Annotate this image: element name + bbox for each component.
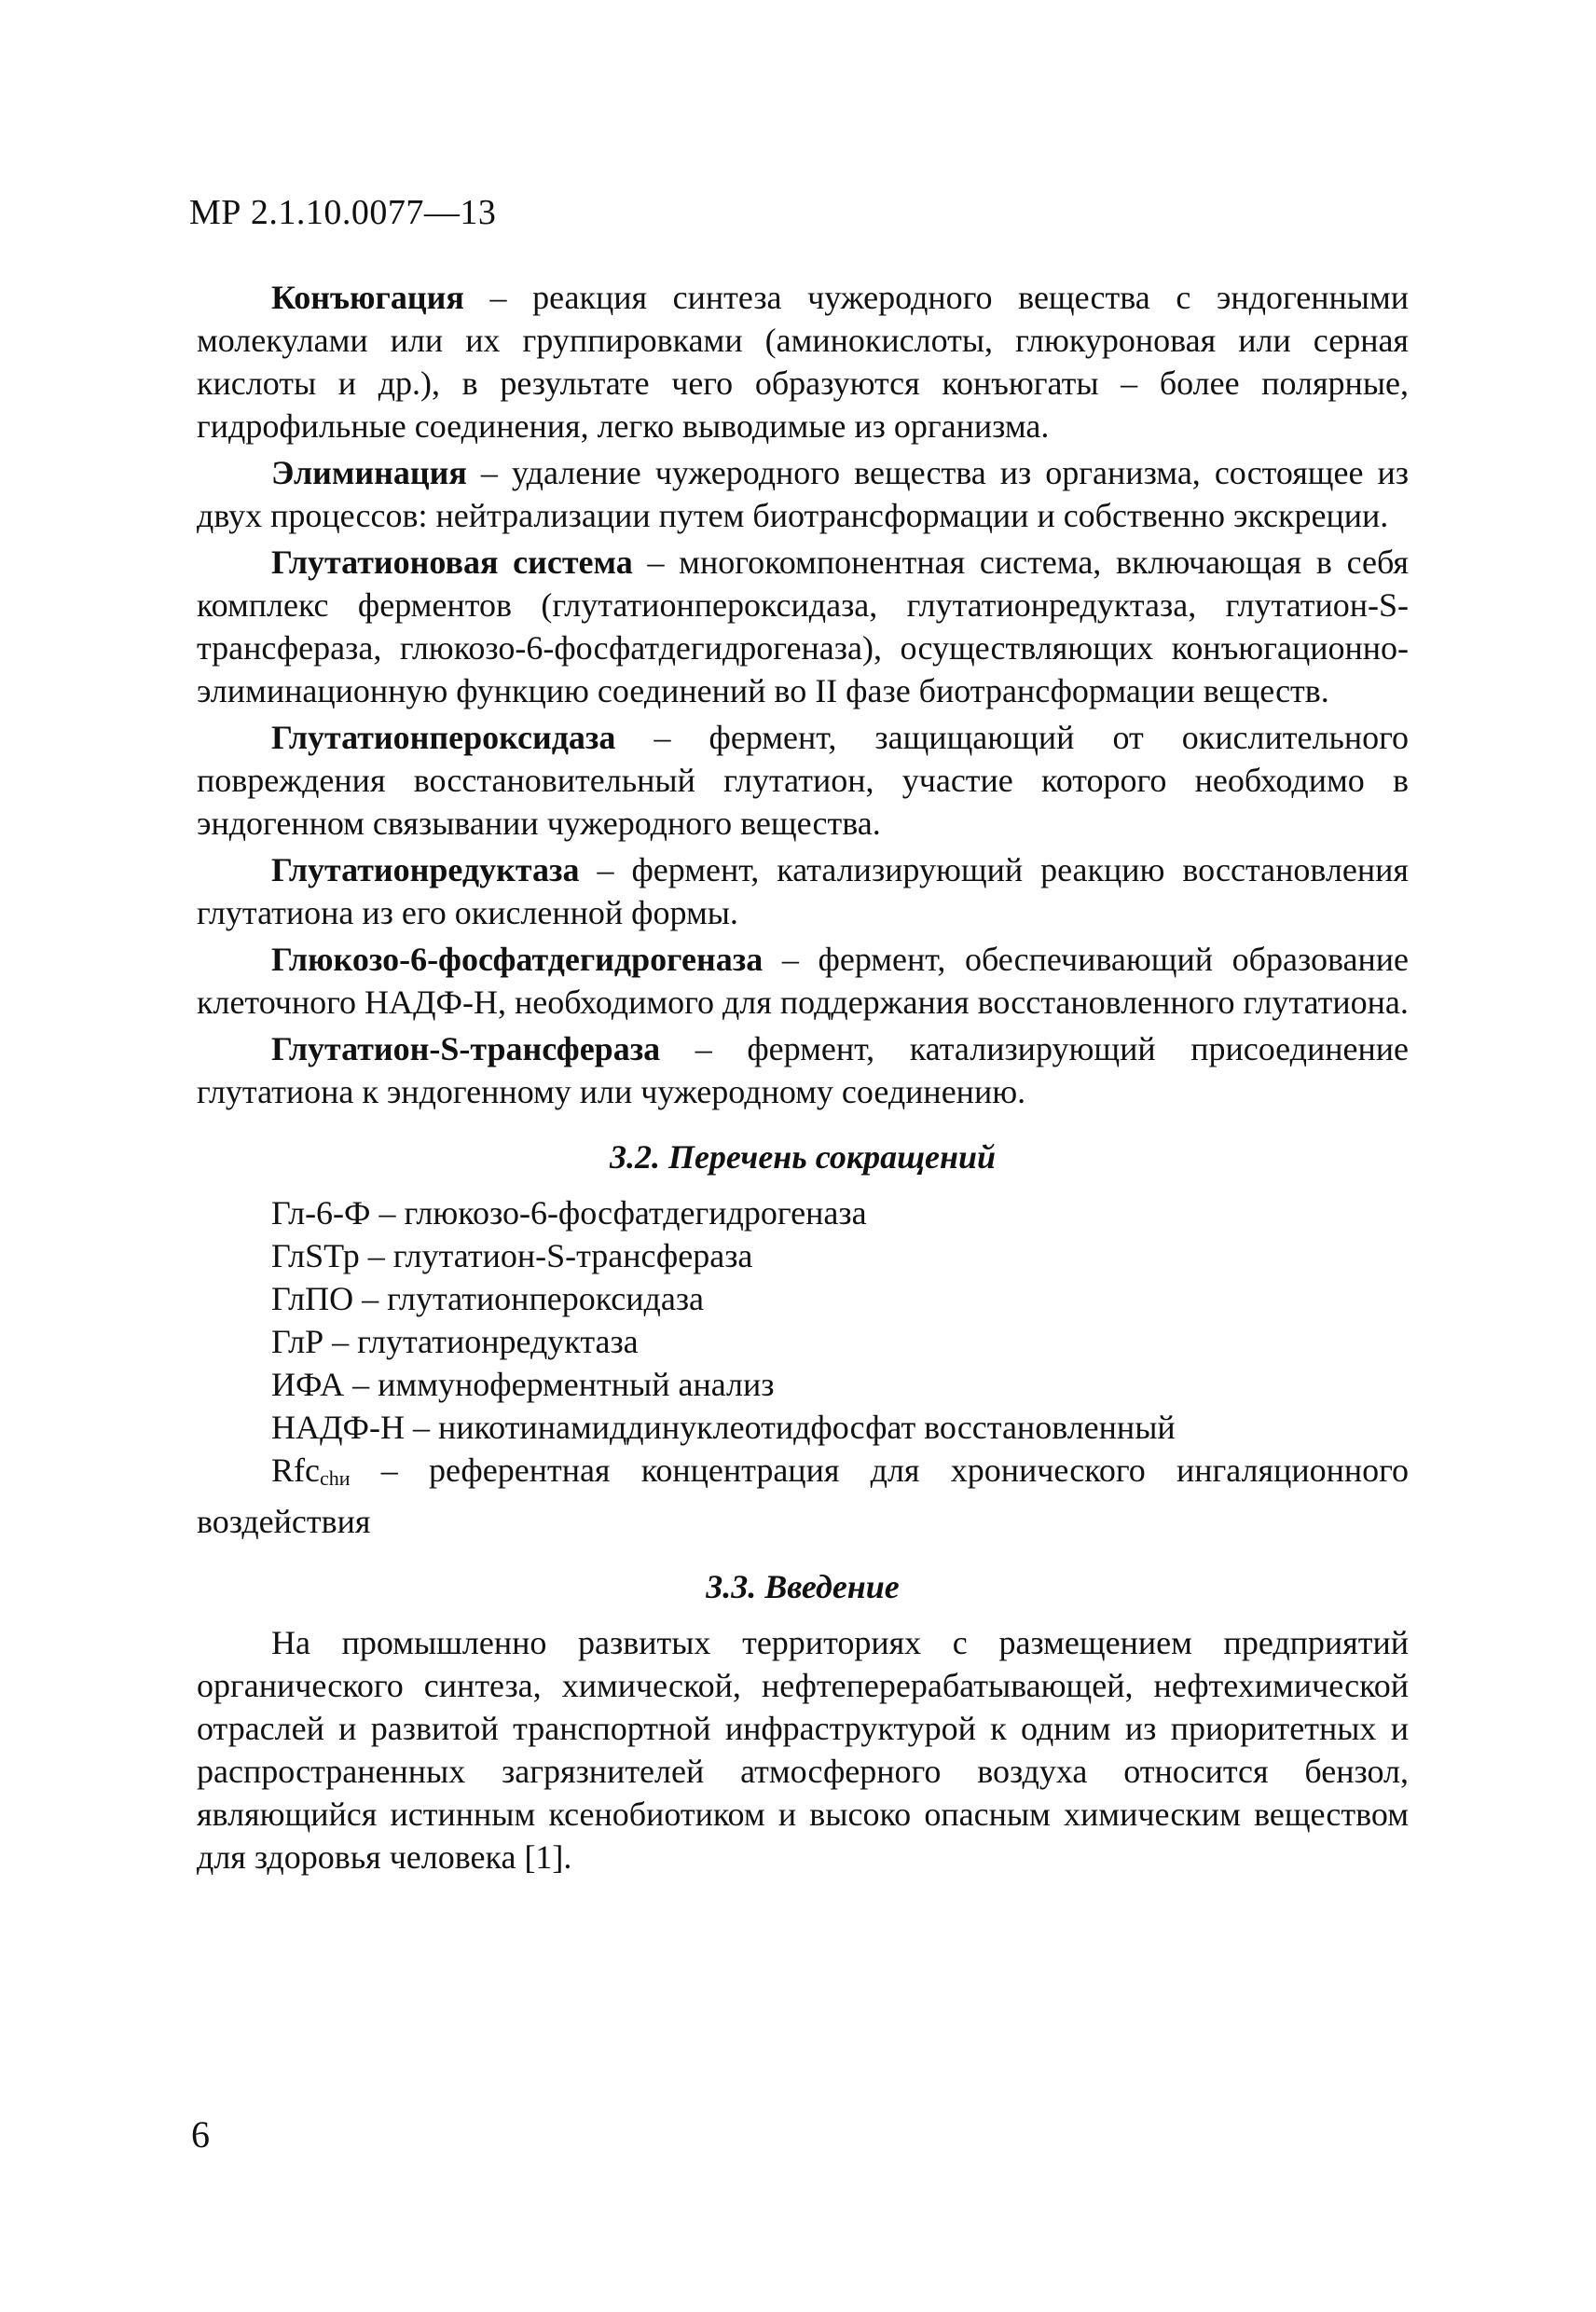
rfc-base: Rfc: [271, 1452, 320, 1489]
definition-text: – фермент, защищающий от окислительного повреждения восстановительный глутатион, участие которого необходимо в эндогенном связывании чужеродного вещества.: [197, 719, 1409, 842]
rfc-subscript: chи: [319, 1466, 351, 1490]
definition-text: – фермент, катализирующий реакцию восстановления глутатиона из его окисленной формы.: [197, 851, 1409, 931]
page-number: 6: [191, 2113, 210, 2155]
document-code: МР 2.1.10.0077—13: [189, 193, 497, 232]
definition-text: – удаление чужеродного вещества из организма, состоящее из двух процессов: нейтрализации путем биотрансформации и собственно экскреции.: [197, 454, 1409, 534]
definition-glutathione-reductase: [197, 848, 1409, 934]
abbreviation-item: ГлSТр – глутатион-S-трансфераза: [271, 1237, 753, 1274]
definition-text: – реакция синтеза чужеродного вещества с эндогенными молекулами или их группировками (аминокислоты, глюкуроновая или серная кислоты и др.), в результате чего образуются конъюгаты – более полярные, гидрофильные соединения, легко выводимые из организма.: [197, 279, 1409, 445]
term-label: Глюкозо-6-фосфатдегидрогеназа: [271, 941, 764, 978]
section-title-introduction: 3.3. Введение: [706, 1568, 900, 1605]
definition-glutathione-system: [197, 541, 1409, 712]
definition-glutathione-peroxidase: [197, 716, 1409, 845]
section-title-abbreviations: 3.2. Перечень сокращений: [609, 1138, 997, 1176]
definition-text: – фермент, обеспечивающий образование клеточного НАДФ-Н, необходимого для поддержания восстановленного глутатиона.: [197, 941, 1409, 1021]
definition-text: – многокомпонентная система, включающая в себя комплекс ферментов (глутатионпероксидаза, глутатионредуктаза, глутатион-S-трансфераза, глюкозо-6-фосфатдегидрогеназа), осуществляющих конъюгационно-элиминационную функцию соединений во II фазе биотрансформации веществ.: [197, 544, 1409, 709]
definition-elimination: [197, 451, 1409, 537]
abbreviation-item: Гл-6-Ф – глюкозо-6-фосфатдегидрогеназа: [271, 1194, 867, 1232]
definition-conjugation: [197, 276, 1409, 447]
term-label: Конъюгация: [271, 279, 464, 316]
introduction-paragraph: На промышленно развитых территориях с размещением предприятий органического синтеза, химической, нефтеперерабатывающей, нефтехимической отраслей и развитой транспортной инфраструктурой к одним из приоритетных и распространенных загрязнителей атмосферного воздуха относится бензол, являющийся истинным ксенобиотиком и высоко опасным химическим веществом для здоровья человека [1].: [197, 1624, 1409, 1876]
abbreviation-item-rfc: [197, 1449, 1409, 1543]
abbreviation-item: НАДФ-Н – никотинамиддинуклеотидфосфат восстановленный: [271, 1409, 1176, 1446]
abbreviation-item: ГлР – глутатионредуктаза: [271, 1323, 639, 1360]
definition-text: – фермент, катализирующий присоединение глутатиона к эндогенному или чужеродному соединению.: [197, 1030, 1409, 1110]
abbreviation-item: ИФА – иммуноферментный анализ: [271, 1366, 775, 1403]
definition-glutathione-s-transferase: [197, 1027, 1409, 1113]
abbreviation-item: ГлПО – глутатионпероксидаза: [271, 1280, 705, 1317]
page-content: [197, 276, 1409, 1882]
definition-g6pd: [197, 938, 1409, 1024]
term-label: Глутатионпероксидаза: [271, 719, 616, 756]
term-label: Глутатионредуктаза: [271, 851, 580, 888]
term-label: Элиминация: [271, 454, 467, 491]
rfc-definition: – референтная концентрация для хронического ингаляционного воздействия: [197, 1452, 1409, 1540]
term-label: Глутатионовая система: [271, 544, 633, 581]
term-label: Глутатион-S-трансфераза: [271, 1030, 661, 1067]
